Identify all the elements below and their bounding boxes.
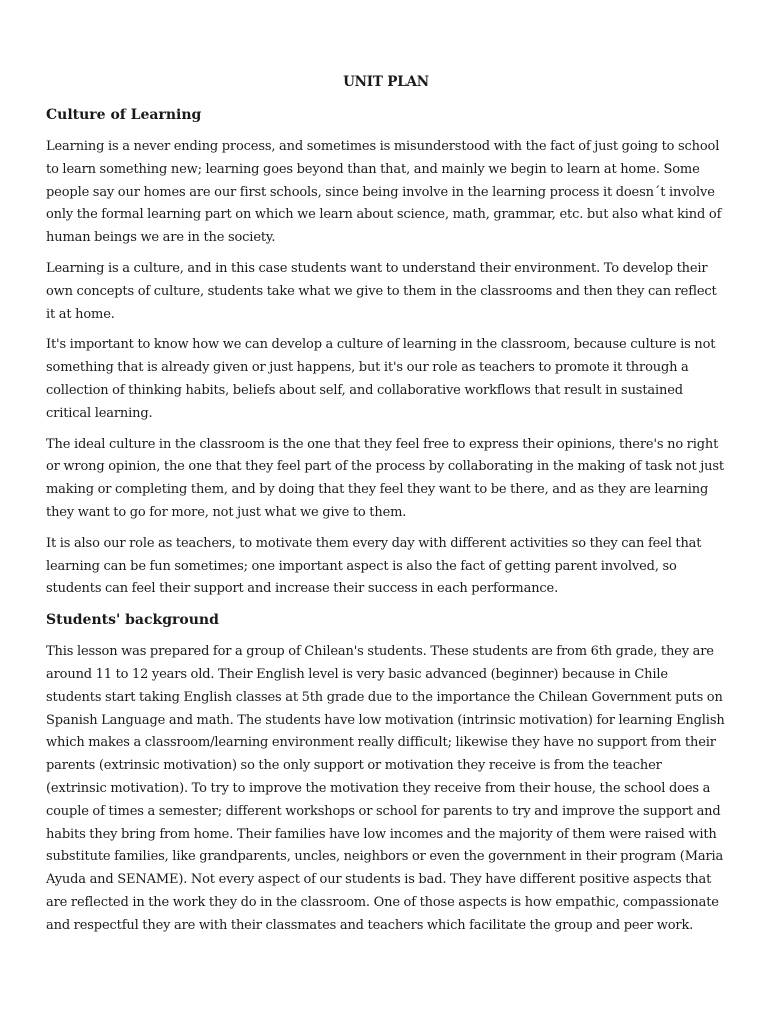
paragraph: This lesson was prepared for a group of Chilean's students. These students are from 6th grade, they are around 11 to 12 years old. Their English level is very basic advanced (beginner) because in Chile students start taking English classes at 5th grade due to the importance the Chilean Government puts on Spanish Language and math. The students have low motivation (intrinsic motivation) for learning English which makes a classroom/learning environment really difficult; likewise they have no support from their parents (extrinsic motivation) so the only support or motivation they receive is from the teacher (extrinsic motivation). To try to improve the motivation they receive from their house, the school does a couple of times a semester; different workshops or school for parents to try and improve the support and habits they bring from home. Their families have low incomes and the majority of them were raised with substitute families, like grandparents, uncles, neighbors or even the government in their program (Maria Ayuda and SENAME). Not every aspect of our students is bad. They have different positive aspects that are reflected in the work they do in the classroom. One of those aspects is how empathic, compassionate and respectful they are with their classmates and teachers which facilitate the group and peer work. (46, 644, 725, 933)
paragraph: Learning is a never ending process, and sometimes is misunderstood with the fact of just going to school to learn something new; learning goes beyond than that, and mainly we begin to learn at home. Some people say our homes are our first schools, since being involve in the learning process it doesn´t involve only the formal learning part on which we learn about science, math, grammar, etc. but also what kind of human beings we are in the society. (46, 139, 722, 246)
paragraph: It's important to know how we can develop a culture of learning in the classroom, because culture is not something that is already given or just happens, but it's our role as teachers to promote it through a collection of thinking habits, beliefs about self, and collaborative workflows that result in sustained critical learning. (46, 337, 716, 421)
section-heading-culture-of-learning: Culture of Learning (46, 107, 202, 123)
document-title: UNIT PLAN (343, 74, 429, 90)
section-heading-students-background: Students' background (46, 612, 219, 629)
paragraph: Learning is a culture, and in this case students want to understand their environment. To develop their own concepts of culture, students take what we give to them in the classrooms and then they can reflect it at home. (46, 260, 717, 322)
paragraph: The ideal culture in the classroom is the one that they feel free to express their opinions, there's no right or wrong opinion, the one that they feel part of the process by collaborating in the making of task not just making or completing them, and by doing that they feel they want to be there, and as they are learning they want to go for more, not just what we give to them. (46, 436, 724, 520)
paragraph: It is also our role as teachers, to motivate them every day with different activities so they can feel that learning can be fun sometimes; one important aspect is also the fact of getting parent involved, so students can feel their support and increase their success in each performance. (46, 535, 702, 597)
document-page (46, 72, 726, 946)
